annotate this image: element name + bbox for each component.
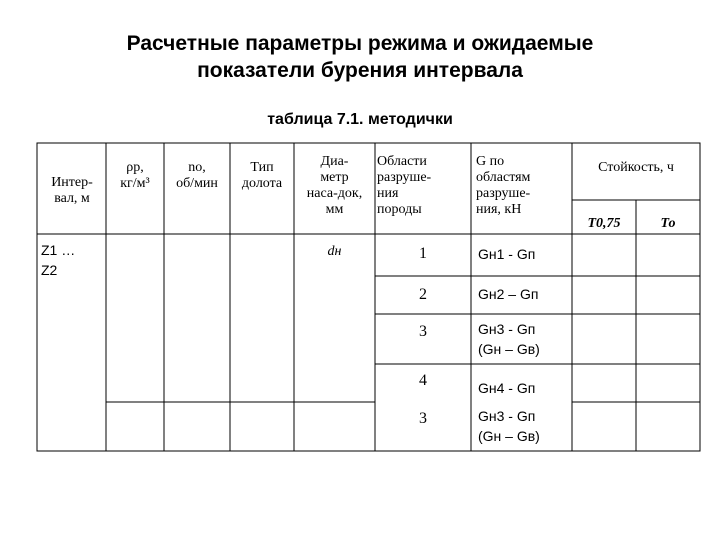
header-g-load: G по областям разруше- ния, кН <box>476 154 531 217</box>
g-load-cell: Gн3 - Gп (Gн – Gв) <box>478 408 540 444</box>
header-durability: Стойкость, ч <box>598 160 674 175</box>
header-destruction-zones: Области разруше- ния породы <box>377 154 432 217</box>
zone-cell: 4 <box>419 372 427 389</box>
zone-cell: 3 <box>419 410 427 427</box>
header-rpm: nо, об/мин <box>176 160 218 191</box>
zone-cell: 3 <box>419 323 427 340</box>
header-density: ρр, кг/м³ <box>120 160 150 191</box>
header-interval: Интер- вал, м <box>51 175 93 206</box>
g-load-cell: Gн2 – Gп <box>478 286 539 302</box>
table-caption: таблица 7.1. методички <box>267 111 453 128</box>
header-t0: То <box>660 216 676 231</box>
cell-nozzle-diameter: dн <box>327 244 342 259</box>
zone-cell: 1 <box>419 245 427 262</box>
g-load-cell: Gн4 - Gп <box>478 380 536 396</box>
header-bit-type: Тип долота <box>241 160 283 191</box>
cell-interval: Z1 … Z2 <box>41 242 76 278</box>
slide-title: Расчетные параметры режима и ожидаемые показатели бурения интервала <box>126 32 594 82</box>
header-t075: Т0,75 <box>587 216 621 231</box>
g-load-cell: Gн1 - Gп <box>478 246 536 262</box>
header-nozzle-diameter: Диа- метр наса-док, мм <box>306 154 363 217</box>
zone-cell: 2 <box>419 286 427 303</box>
g-load-cell: Gн3 - Gп (Gн – Gв) <box>478 321 540 357</box>
